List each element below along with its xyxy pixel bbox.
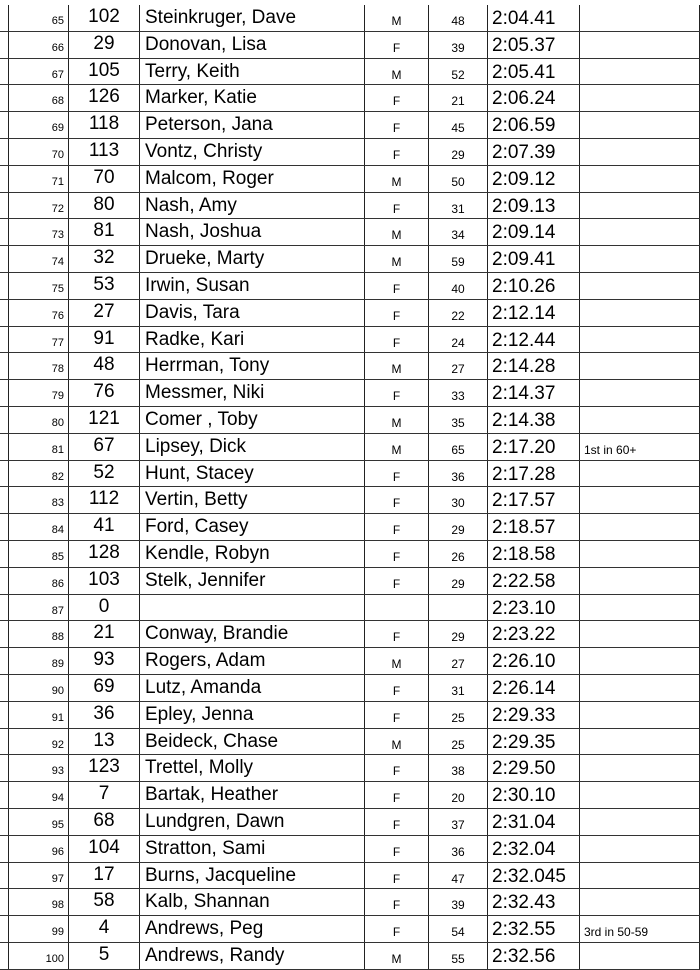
cell-name: Steinkruger, Dave — [139, 5, 364, 31]
cell-time: 2:17.20 — [487, 434, 579, 460]
cell-name: Trettel, Molly — [139, 755, 364, 781]
cell-age: 27 — [428, 648, 487, 674]
cell-note — [579, 32, 700, 58]
cell-name: Irwin, Susan — [139, 273, 364, 299]
cell-time: 2:29.50 — [487, 755, 579, 781]
cell-age: 25 — [428, 729, 487, 755]
table-row — [0, 353, 700, 380]
cell-name: Peterson, Jana — [139, 112, 364, 138]
cell-sex: M — [364, 407, 428, 433]
cell-name: Comer , Toby — [139, 407, 364, 433]
cell-place: 88 — [8, 621, 68, 647]
cell-bib: 0 — [68, 595, 139, 621]
cell-place: 81 — [8, 434, 68, 460]
cell-place: 94 — [8, 782, 68, 808]
table-row — [0, 568, 700, 595]
cell-time: 2:32.04 — [487, 836, 579, 862]
cell-sex: M — [364, 434, 428, 460]
cell-bib: 4 — [68, 916, 139, 942]
cell-time: 2:23.22 — [487, 621, 579, 647]
table-row — [0, 916, 700, 943]
cell-place: 95 — [8, 809, 68, 835]
cell-name: Herrman, Tony — [139, 353, 364, 379]
cell-bib: 21 — [68, 621, 139, 647]
cell-age: 33 — [428, 380, 487, 406]
cell-sex: M — [364, 59, 428, 85]
table-row — [0, 5, 700, 32]
cell-place: 65 — [8, 5, 68, 31]
cell-age: 29 — [428, 514, 487, 540]
cell-place: 72 — [8, 193, 68, 219]
cell-bib: 126 — [68, 85, 139, 111]
cell-age: 39 — [428, 32, 487, 58]
cell-sex: F — [364, 139, 428, 165]
cell-age: 34 — [428, 219, 487, 245]
cell-name: Kalb, Shannan — [139, 889, 364, 915]
cell-place: 76 — [8, 300, 68, 326]
cell-note — [579, 5, 700, 31]
cell-bib: 80 — [68, 193, 139, 219]
cell-bib: 58 — [68, 889, 139, 915]
cell-name: Messmer, Niki — [139, 380, 364, 406]
cell-age: 36 — [428, 836, 487, 862]
cell-place: 99 — [8, 916, 68, 942]
cell-time: 2:29.33 — [487, 702, 579, 728]
cell-bib: 29 — [68, 32, 139, 58]
cell-place: 78 — [8, 353, 68, 379]
cell-name: Epley, Jenna — [139, 702, 364, 728]
table-row — [0, 541, 700, 568]
cell-place: 77 — [8, 327, 68, 353]
cell-time: 2:06.59 — [487, 112, 579, 138]
cell-place: 90 — [8, 675, 68, 701]
cell-time: 2:09.14 — [487, 219, 579, 245]
cell-bib: 69 — [68, 675, 139, 701]
table-row — [0, 32, 700, 59]
cell-sex: F — [364, 782, 428, 808]
cell-place: 83 — [8, 487, 68, 513]
cell-age: 29 — [428, 139, 487, 165]
cell-age: 45 — [428, 112, 487, 138]
cell-place: 74 — [8, 246, 68, 272]
cell-time: 2:30.10 — [487, 782, 579, 808]
cell-sex: F — [364, 621, 428, 647]
table-row — [0, 648, 700, 675]
cell-place: 67 — [8, 59, 68, 85]
cell-name: Burns, Jacqueline — [139, 863, 364, 889]
cell-bib: 27 — [68, 300, 139, 326]
cell-note — [579, 809, 700, 835]
table-row — [0, 675, 700, 702]
cell-place: 97 — [8, 863, 68, 889]
cell-sex: F — [364, 675, 428, 701]
cell-bib: 70 — [68, 166, 139, 192]
cell-age: 27 — [428, 353, 487, 379]
cell-note — [579, 889, 700, 915]
cell-name: Beideck, Chase — [139, 729, 364, 755]
cell-age: 40 — [428, 273, 487, 299]
cell-sex: M — [364, 729, 428, 755]
table-row — [0, 112, 700, 139]
table-row — [0, 139, 700, 166]
cell-note — [579, 59, 700, 85]
cell-name: Nash, Amy — [139, 193, 364, 219]
cell-time: 2:09.13 — [487, 193, 579, 219]
cell-time: 2:04.41 — [487, 5, 579, 31]
table-row — [0, 889, 700, 916]
cell-note — [579, 836, 700, 862]
cell-sex — [364, 595, 428, 621]
cell-note — [579, 595, 700, 621]
cell-place: 93 — [8, 755, 68, 781]
cell-time: 2:06.24 — [487, 85, 579, 111]
cell-place: 85 — [8, 541, 68, 567]
cell-sex: F — [364, 300, 428, 326]
cell-note — [579, 943, 700, 969]
cell-name: Nash, Joshua — [139, 219, 364, 245]
cell-time: 2:14.38 — [487, 407, 579, 433]
cell-bib: 76 — [68, 380, 139, 406]
cell-age: 24 — [428, 327, 487, 353]
cell-name: Lundgren, Dawn — [139, 809, 364, 835]
cell-time: 2:29.35 — [487, 729, 579, 755]
cell-name: Vontz, Christy — [139, 139, 364, 165]
cell-place: 96 — [8, 836, 68, 862]
cell-sex: F — [364, 889, 428, 915]
table-row — [0, 514, 700, 541]
cell-bib: 81 — [68, 219, 139, 245]
cell-time: 2:18.57 — [487, 514, 579, 540]
cell-bib: 103 — [68, 568, 139, 594]
cell-age — [428, 595, 487, 621]
cell-bib: 5 — [68, 943, 139, 969]
cell-note — [579, 300, 700, 326]
cell-age: 22 — [428, 300, 487, 326]
cell-age: 30 — [428, 487, 487, 513]
cell-bib: 105 — [68, 59, 139, 85]
cell-sex: F — [364, 461, 428, 487]
cell-time: 2:31.04 — [487, 809, 579, 835]
cell-bib: 67 — [68, 434, 139, 460]
cell-name: Stelk, Jennifer — [139, 568, 364, 594]
table-row — [0, 380, 700, 407]
cell-note — [579, 648, 700, 674]
table-row — [0, 327, 700, 354]
cell-place: 82 — [8, 461, 68, 487]
table-row — [0, 595, 700, 622]
cell-sex: M — [364, 943, 428, 969]
cell-note: 1st in 60+ — [579, 434, 700, 460]
cell-age: 31 — [428, 193, 487, 219]
cell-sex: F — [364, 836, 428, 862]
table-row — [0, 166, 700, 193]
cell-note — [579, 755, 700, 781]
cell-note — [579, 246, 700, 272]
cell-time: 2:07.39 — [487, 139, 579, 165]
cell-time: 2:32.045 — [487, 863, 579, 889]
cell-time: 2:32.56 — [487, 943, 579, 969]
cell-sex: F — [364, 112, 428, 138]
cell-age: 55 — [428, 943, 487, 969]
cell-age: 50 — [428, 166, 487, 192]
cell-sex: F — [364, 193, 428, 219]
cell-age: 38 — [428, 755, 487, 781]
cell-name: Malcom, Roger — [139, 166, 364, 192]
cell-name: Rogers, Adam — [139, 648, 364, 674]
cell-note — [579, 112, 700, 138]
cell-sex: F — [364, 809, 428, 835]
cell-bib: 118 — [68, 112, 139, 138]
cell-place: 80 — [8, 407, 68, 433]
cell-age: 29 — [428, 568, 487, 594]
cell-time: 2:32.43 — [487, 889, 579, 915]
cell-name: Vertin, Betty — [139, 487, 364, 513]
table-row — [0, 300, 700, 327]
cell-place: 68 — [8, 85, 68, 111]
cell-bib: 32 — [68, 246, 139, 272]
cell-name: Davis, Tara — [139, 300, 364, 326]
table-row — [0, 943, 700, 970]
cell-sex: F — [364, 863, 428, 889]
cell-time: 2:10.26 — [487, 273, 579, 299]
table-row — [0, 246, 700, 273]
cell-place: 87 — [8, 595, 68, 621]
cell-place: 92 — [8, 729, 68, 755]
cell-sex: F — [364, 514, 428, 540]
cell-note — [579, 487, 700, 513]
cell-place: 91 — [8, 702, 68, 728]
table-row — [0, 434, 700, 461]
cell-note — [579, 514, 700, 540]
cell-age: 31 — [428, 675, 487, 701]
cell-bib: 91 — [68, 327, 139, 353]
cell-place: 79 — [8, 380, 68, 406]
cell-age: 37 — [428, 809, 487, 835]
cell-sex: M — [364, 5, 428, 31]
cell-bib: 13 — [68, 729, 139, 755]
table-row — [0, 809, 700, 836]
cell-time: 2:17.57 — [487, 487, 579, 513]
cell-place: 84 — [8, 514, 68, 540]
cell-bib: 93 — [68, 648, 139, 674]
cell-note — [579, 568, 700, 594]
cell-note — [579, 541, 700, 567]
table-row — [0, 85, 700, 112]
cell-age: 20 — [428, 782, 487, 808]
cell-bib: 113 — [68, 139, 139, 165]
cell-name: Bartak, Heather — [139, 782, 364, 808]
cell-bib: 121 — [68, 407, 139, 433]
cell-sex: F — [364, 273, 428, 299]
cell-bib: 41 — [68, 514, 139, 540]
cell-age: 29 — [428, 621, 487, 647]
results-table — [0, 5, 700, 970]
cell-time: 2:17.28 — [487, 461, 579, 487]
cell-age: 54 — [428, 916, 487, 942]
cell-sex: F — [364, 755, 428, 781]
cell-bib: 17 — [68, 863, 139, 889]
cell-bib: 123 — [68, 755, 139, 781]
cell-name: Stratton, Sami — [139, 836, 364, 862]
cell-name: Ford, Casey — [139, 514, 364, 540]
cell-name — [139, 595, 364, 621]
cell-note — [579, 782, 700, 808]
cell-time: 2:12.44 — [487, 327, 579, 353]
cell-age: 35 — [428, 407, 487, 433]
cell-sex: F — [364, 487, 428, 513]
cell-note — [579, 353, 700, 379]
cell-age: 36 — [428, 461, 487, 487]
cell-place: 75 — [8, 273, 68, 299]
table-row — [0, 755, 700, 782]
cell-age: 47 — [428, 863, 487, 889]
table-row — [0, 59, 700, 86]
cell-sex: F — [364, 541, 428, 567]
cell-time: 2:32.55 — [487, 916, 579, 942]
cell-note — [579, 273, 700, 299]
cell-bib: 7 — [68, 782, 139, 808]
cell-time: 2:26.14 — [487, 675, 579, 701]
cell-name: Andrews, Peg — [139, 916, 364, 942]
cell-sex: M — [364, 353, 428, 379]
cell-bib: 112 — [68, 487, 139, 513]
cell-name: Lipsey, Dick — [139, 434, 364, 460]
cell-place: 100 — [8, 943, 68, 969]
cell-age: 25 — [428, 702, 487, 728]
cell-name: Donovan, Lisa — [139, 32, 364, 58]
cell-note — [579, 327, 700, 353]
cell-bib: 36 — [68, 702, 139, 728]
table-row — [0, 702, 700, 729]
cell-name: Andrews, Randy — [139, 943, 364, 969]
table-row — [0, 407, 700, 434]
cell-time: 2:14.37 — [487, 380, 579, 406]
cell-place: 89 — [8, 648, 68, 674]
cell-time: 2:14.28 — [487, 353, 579, 379]
cell-time: 2:05.37 — [487, 32, 579, 58]
cell-place: 69 — [8, 112, 68, 138]
cell-note — [579, 729, 700, 755]
cell-time: 2:09.12 — [487, 166, 579, 192]
cell-place: 66 — [8, 32, 68, 58]
table-row — [0, 219, 700, 246]
cell-time: 2:18.58 — [487, 541, 579, 567]
cell-bib: 53 — [68, 273, 139, 299]
cell-sex: F — [364, 327, 428, 353]
cell-bib: 52 — [68, 461, 139, 487]
cell-sex: F — [364, 85, 428, 111]
table-row — [0, 782, 700, 809]
cell-sex: F — [364, 568, 428, 594]
cell-sex: M — [364, 246, 428, 272]
cell-note — [579, 863, 700, 889]
table-row — [0, 836, 700, 863]
cell-time: 2:05.41 — [487, 59, 579, 85]
cell-age: 52 — [428, 59, 487, 85]
cell-sex: M — [364, 166, 428, 192]
cell-time: 2:22.58 — [487, 568, 579, 594]
cell-note — [579, 702, 700, 728]
cell-time: 2:23.10 — [487, 595, 579, 621]
table-row — [0, 487, 700, 514]
cell-place: 98 — [8, 889, 68, 915]
cell-age: 59 — [428, 246, 487, 272]
table-row — [0, 621, 700, 648]
cell-place: 70 — [8, 139, 68, 165]
cell-age: 21 — [428, 85, 487, 111]
cell-name: Kendle, Robyn — [139, 541, 364, 567]
cell-name: Radke, Kari — [139, 327, 364, 353]
cell-note — [579, 193, 700, 219]
cell-time: 2:26.10 — [487, 648, 579, 674]
cell-note — [579, 139, 700, 165]
cell-name: Hunt, Stacey — [139, 461, 364, 487]
cell-note — [579, 461, 700, 487]
table-row — [0, 863, 700, 890]
cell-bib: 68 — [68, 809, 139, 835]
cell-note — [579, 380, 700, 406]
cell-bib: 104 — [68, 836, 139, 862]
cell-age: 65 — [428, 434, 487, 460]
cell-note — [579, 219, 700, 245]
table-row — [0, 193, 700, 220]
cell-age: 39 — [428, 889, 487, 915]
cell-age: 48 — [428, 5, 487, 31]
cell-sex: M — [364, 648, 428, 674]
cell-sex: F — [364, 916, 428, 942]
cell-name: Conway, Brandie — [139, 621, 364, 647]
cell-name: Marker, Katie — [139, 85, 364, 111]
cell-bib: 48 — [68, 353, 139, 379]
cell-sex: M — [364, 219, 428, 245]
table-row — [0, 729, 700, 756]
cell-note — [579, 675, 700, 701]
cell-place: 86 — [8, 568, 68, 594]
table-row — [0, 273, 700, 300]
cell-time: 2:09.41 — [487, 246, 579, 272]
cell-bib: 102 — [68, 5, 139, 31]
table-row — [0, 461, 700, 488]
cell-note — [579, 407, 700, 433]
cell-sex: F — [364, 380, 428, 406]
cell-bib: 128 — [68, 541, 139, 567]
cell-place: 71 — [8, 166, 68, 192]
cell-name: Lutz, Amanda — [139, 675, 364, 701]
cell-note: 3rd in 50-59 — [579, 916, 700, 942]
cell-sex: F — [364, 32, 428, 58]
cell-age: 26 — [428, 541, 487, 567]
cell-place: 73 — [8, 219, 68, 245]
cell-time: 2:12.14 — [487, 300, 579, 326]
cell-note — [579, 621, 700, 647]
cell-name: Terry, Keith — [139, 59, 364, 85]
cell-note — [579, 166, 700, 192]
cell-note — [579, 85, 700, 111]
cell-name: Drueke, Marty — [139, 246, 364, 272]
cell-sex: F — [364, 702, 428, 728]
